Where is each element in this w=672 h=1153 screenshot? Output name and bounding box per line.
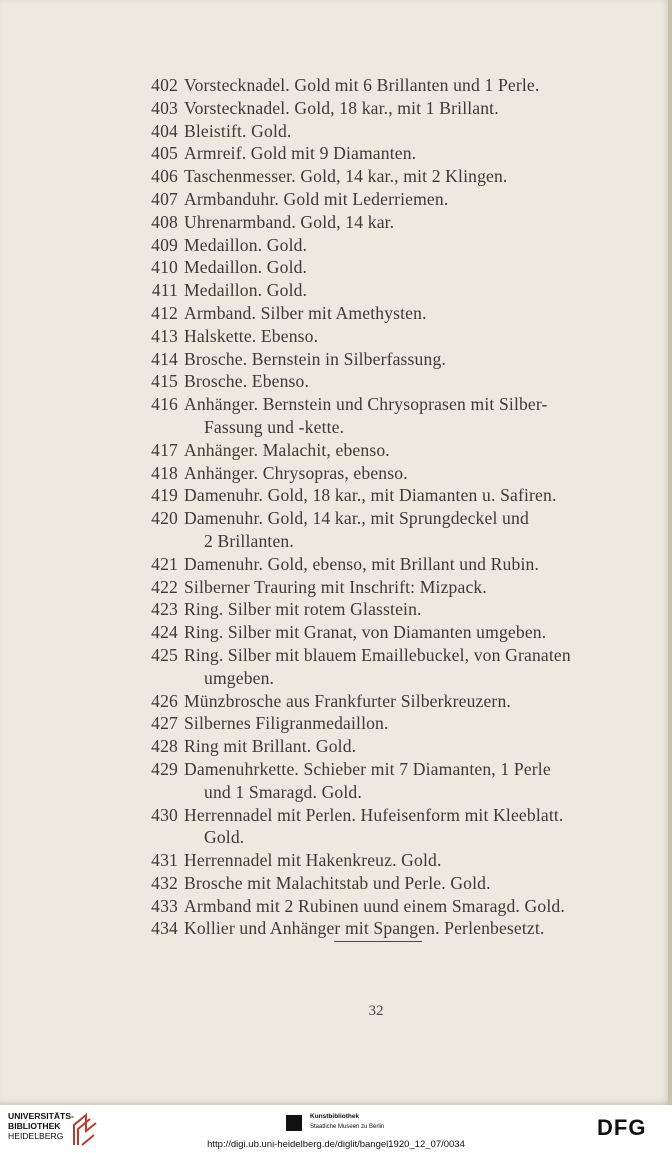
entry-description: Vorstecknadel. Gold, 18 kar., mit 1 Brillant. <box>184 97 499 118</box>
entry-description: Armband. Silber mit Amethysten. <box>184 302 427 323</box>
entry-description: Medaillon. Gold. <box>184 234 308 255</box>
entry-description: Medaillon. Gold. <box>184 257 308 278</box>
catalog-entry <box>0 576 672 599</box>
entry-description: Damenuhrkette. Schieber mit 7 Diamanten, 1 Perle <box>184 758 551 779</box>
catalog-entry <box>0 735 672 758</box>
entry-description: Uhrenarmband. Gold, 14 kar. <box>184 211 395 232</box>
section-rule <box>334 941 422 942</box>
entry-description: Anhänger. Chrysopras, ebenso. <box>184 462 408 483</box>
catalog-entry <box>0 598 672 621</box>
catalog-entry <box>0 97 672 120</box>
entry-description-continuation: 2 Brillanten. <box>204 530 294 551</box>
catalog-entry <box>0 302 672 325</box>
catalog-entry <box>0 507 672 553</box>
entry-number: 429 <box>151 758 178 779</box>
entry-number: 434 <box>151 918 178 939</box>
entry-description: Anhänger. Bernstein und Chrysoprasen mit Silber- <box>184 394 548 415</box>
entry-description: Silberner Trauring mit Inschrift: Mizpack. <box>184 576 487 597</box>
catalog-entry <box>0 234 672 257</box>
catalog-entry <box>0 644 672 690</box>
entry-number: 408 <box>151 211 178 232</box>
catalog-entry <box>0 120 672 143</box>
entry-description: Halskette. Ebenso. <box>184 325 319 346</box>
entry-description: Damenuhr. Gold, ebenso, mit Brillant und Rubin. <box>184 553 539 574</box>
catalog-entry <box>0 74 672 97</box>
entry-description: Brosche. Ebenso. <box>184 371 310 392</box>
kunstbibliothek-mark-icon <box>286 1115 302 1131</box>
catalog-entry <box>0 804 672 850</box>
entry-description: Damenuhr. Gold, 14 kar., mit Sprungdeckel und <box>184 508 529 529</box>
entry-description: Brosche. Bernstein in Silberfassung. <box>184 348 446 369</box>
entry-description: Vorstecknadel. Gold mit 6 Brillanten und 1 Perle. <box>184 75 540 95</box>
catalog-entry <box>0 849 672 872</box>
footer-bar <box>0 1105 672 1153</box>
entry-number: 409 <box>151 234 178 255</box>
entry-number: 432 <box>151 872 178 893</box>
entry-number: 410 <box>151 257 178 278</box>
catalog-entry <box>0 142 672 165</box>
catalog-entry <box>0 758 672 804</box>
entry-description-continuation: umgeben. <box>204 667 275 688</box>
uni-logo-line-3: HEIDELBERG <box>8 1131 64 1141</box>
entry-description: Damenuhr. Gold, 18 kar., mit Diamanten u. Safiren. <box>184 485 557 506</box>
entry-description: Armbanduhr. Gold mit Lederriemen. <box>184 188 449 209</box>
entry-number: 407 <box>151 188 178 209</box>
entry-number: 419 <box>151 485 178 506</box>
catalog-entry <box>0 621 672 644</box>
entry-description: Kollier und Anhänger mit Spangen. Perlenbesetzt. <box>184 918 545 939</box>
page-number: 32 <box>368 1003 384 1019</box>
entry-number: 415 <box>151 371 178 392</box>
catalog-entry <box>0 188 672 211</box>
catalog-entry <box>0 553 672 576</box>
entry-number: 421 <box>151 553 178 574</box>
catalog-entry <box>0 895 672 918</box>
entry-number: 416 <box>151 394 178 415</box>
entry-number: 402 <box>151 75 178 95</box>
entry-number: 426 <box>151 690 178 711</box>
catalog-entry <box>0 690 672 713</box>
catalog-entry <box>0 712 672 735</box>
entry-number: 414 <box>151 348 178 369</box>
catalog-entry <box>0 917 672 940</box>
kunstbibliothek-name: Kunstbibliothek <box>310 1113 360 1120</box>
entry-description: Taschenmesser. Gold, 14 kar., mit 2 Klingen. <box>184 166 508 187</box>
entry-description-continuation: Fassung und -kette. <box>204 416 345 437</box>
entry-description-continuation: und 1 Smaragd. Gold. <box>204 781 362 802</box>
catalog-entry <box>0 393 672 439</box>
entry-number: 411 <box>151 280 178 301</box>
catalog-entry <box>0 370 672 393</box>
catalog-entry <box>0 872 672 895</box>
catalog-entry <box>0 462 672 485</box>
entry-number: 405 <box>151 143 178 164</box>
entry-number: 424 <box>151 622 178 643</box>
entry-number: 431 <box>151 850 178 871</box>
entry-number: 433 <box>151 895 178 916</box>
entry-number: 422 <box>151 576 178 597</box>
entry-number: 418 <box>151 462 178 483</box>
uni-logo-line-1: UNIVERSITÄTS- <box>8 1111 74 1121</box>
entry-number: 420 <box>151 508 178 529</box>
uni-logo-line-2: BIBLIOTHEK <box>8 1121 61 1131</box>
entry-number: 423 <box>151 599 178 620</box>
dfg-logo[interactable]: DFG <box>597 1115 647 1140</box>
entry-description-continuation: Gold. <box>204 827 245 848</box>
entry-description: Anhänger. Malachit, ebenso. <box>184 439 390 460</box>
entry-description: Ring. Silber mit rotem Glasstein. <box>184 599 422 620</box>
catalog-entry <box>0 439 672 462</box>
catalog-entry <box>0 211 672 234</box>
entry-description: Herrennadel mit Hakenkreuz. Gold. <box>184 850 442 871</box>
kunstbibliothek-subtitle: Staatliche Museen zu Berlin <box>310 1124 385 1130</box>
entry-description: Ring. Silber mit Granat, von Diamanten umgeben. <box>184 622 547 643</box>
catalog-entry <box>0 325 672 348</box>
catalog-entry <box>0 279 672 302</box>
catalog-entry <box>0 348 672 371</box>
entry-description: Silbernes Filigranmedaillon. <box>184 713 389 734</box>
entry-description: Ring mit Brillant. Gold. <box>184 736 357 757</box>
entry-number: 403 <box>151 97 178 118</box>
entry-number: 417 <box>151 439 178 460</box>
entry-number: 430 <box>151 804 178 825</box>
catalog-entry <box>0 484 672 507</box>
entry-description: Medaillon. Gold. <box>184 280 308 301</box>
entry-number: 425 <box>151 644 178 665</box>
entry-number: 412 <box>151 302 178 323</box>
entry-description: Brosche mit Malachitstab und Perle. Gold. <box>184 872 491 893</box>
source-url[interactable]: http://digi.ub.uni-heidelberg.de/diglit/bangel1920_12_07/0034 <box>207 1139 465 1150</box>
entry-description: Münzbrosche aus Frankfurter Silberkreuzern. <box>184 690 511 711</box>
entry-description: Ring. Silber mit blauem Emaillebuckel, von Granaten <box>184 644 571 665</box>
entry-description: Armreif. Gold mit 9 Diamanten. <box>184 143 417 164</box>
entry-description: Bleistift. Gold. <box>184 120 292 141</box>
entry-description: Armband mit 2 Rubinen uund einem Smaragd. Gold. <box>184 895 565 916</box>
entry-number: 413 <box>151 325 178 346</box>
entry-description: Herrennadel mit Perlen. Hufeisenform mit Kleeblatt. <box>184 804 564 825</box>
entry-number: 404 <box>151 120 178 141</box>
catalog-entry <box>0 256 672 279</box>
entry-number: 428 <box>151 736 178 757</box>
entry-number: 427 <box>151 713 178 734</box>
catalog-entry-list <box>0 74 672 940</box>
entry-number: 406 <box>151 166 178 187</box>
catalog-entry <box>0 165 672 188</box>
